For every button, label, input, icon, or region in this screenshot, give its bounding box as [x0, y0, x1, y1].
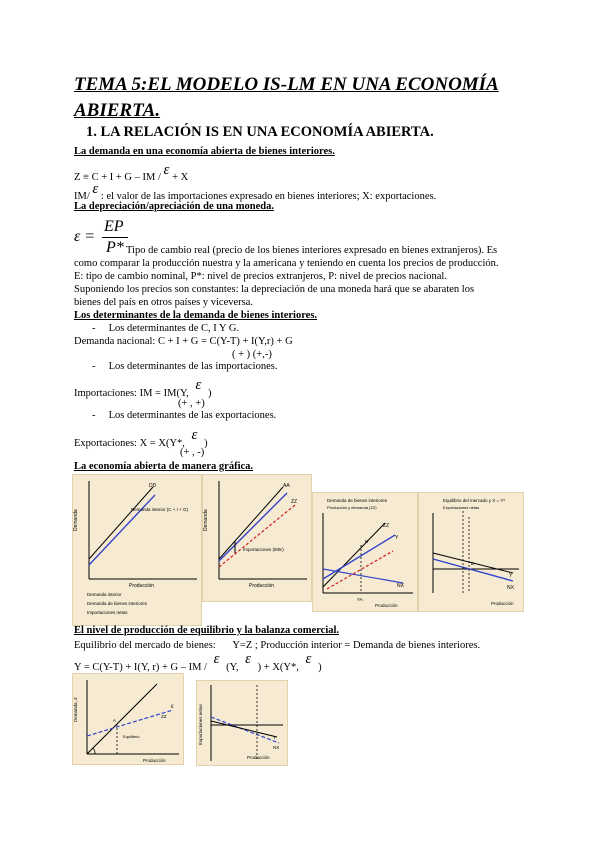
figure-trade-balance [196, 680, 288, 766]
fig3-xlabel: Producción [375, 603, 398, 608]
fig1-line-label: DD [149, 483, 157, 489]
determinants-item-2-text: Los determinantes de las importaciones. [108, 361, 278, 372]
figure-equilibrium-output [72, 673, 184, 765]
equilibrium-heading: El nivel de producción de equilibrio y la balanza comercial. [74, 625, 340, 636]
fig2-xlabel: Producción [249, 583, 275, 589]
figure-2-svg [203, 475, 311, 601]
fig3-label-zz: ZZ [383, 523, 390, 529]
exports-equation-left: Exportaciones: X = X(Y*, [74, 438, 185, 449]
graphic-heading: La economía abierta de manera gráfica. [74, 461, 254, 472]
fig2-label-zz: ZZ [291, 499, 298, 505]
equilibrium-eq-part-4: ) [318, 662, 322, 673]
figure-5-svg [73, 674, 183, 764]
fig4-label-y: Y [509, 573, 513, 579]
equilibrium-eq-part-2: (Y, [226, 662, 239, 673]
formula-bar [102, 237, 128, 238]
figure-zz-demand [312, 492, 418, 612]
figure-net-exports [418, 492, 524, 612]
determinants-heading: Los determinantes de la demanda de bienes interiores. [74, 310, 318, 321]
imports-equation-left: Importaciones: IM = IM(Y, [74, 388, 189, 399]
fig4-label-nx: NX [507, 585, 514, 591]
epsilon-symbol: ε [195, 377, 202, 393]
fig6-xlabel: Producción [247, 755, 270, 760]
goods-market-left: Equilibrio del mercado de bienes: [74, 640, 216, 651]
fig4-label-b: B [471, 561, 475, 566]
depreciation-line-5: bienes del país en otros países y viceversa. [74, 297, 254, 308]
fig5-label-eps: ε [171, 704, 174, 710]
fig5-ylabel: Demanda, Z [73, 697, 78, 722]
fig6-label-nx: NX [273, 745, 280, 750]
figure-3-svg [313, 493, 417, 611]
fig4-subtitle: Exportaciones netas [443, 505, 480, 510]
page-title-continued: ABIERTA. [74, 100, 161, 121]
figure-4-svg [419, 493, 523, 611]
exports-signs: (+ , -) [180, 447, 205, 458]
fig2-label-aa: AA [283, 483, 290, 489]
fig3-label-ya: YA [357, 597, 363, 602]
figure-import-effect [202, 474, 312, 602]
fig1-xlabel: Producción [129, 583, 155, 589]
determinants-item-3-text: Los determinantes de las exportaciones. [108, 410, 277, 421]
depreciation-line-1: Tipo de cambio real (precio de los bienes interiores expresado en bienes extranjeros). Es [126, 245, 498, 256]
epsilon-symbol: ε [92, 181, 99, 197]
fig3-label-nx: NX [397, 583, 404, 589]
fig5-label-a: A [113, 718, 117, 723]
epsilon-symbol: ε [191, 427, 198, 443]
fig3-title: Demanda de bienes interiores [327, 498, 388, 503]
goods-market-right: Y=Z ; Producción interior = Demanda de bienes interiores. [232, 640, 481, 651]
equilibrium-eq-part-3: ) + X(Y*, [257, 662, 299, 673]
fig6-ylabel: Exportaciones netas [198, 704, 203, 745]
depreciation-line-2: como comparar la producción nuestra y la americana y teniendo en cuenta los precios de producción. [74, 258, 499, 269]
fig1-note: Demanda interior (C + I + G) [131, 507, 189, 512]
demand-equation-left: Z ≡ C + I + G – IM / [74, 172, 161, 183]
page-title: TEMA 5:EL MODELO IS-LM EN UNA ECONOMÍA [74, 74, 499, 95]
formula-numerator: EP [104, 218, 124, 235]
fig2-note: Importaciones (IM/ε) [243, 547, 284, 552]
fig1-ylabel: Demanda [73, 509, 79, 531]
demand-heading: La demanda en una economía abierta de bienes interiores. [74, 146, 335, 157]
fig6-label-y: Y [273, 735, 277, 740]
im-definition-left: IM/ [74, 191, 90, 202]
fig3-subtitle: Producción y demanda (ZZ) [327, 505, 377, 510]
depreciation-heading: La depreciación/apreciación de una moneda. [74, 201, 274, 212]
im-definition-right: : el valor de las importaciones expresado en bienes interiores; X: exportaciones. [100, 191, 437, 202]
demand-equation-right: + X [172, 172, 189, 183]
goods-market-equilibrium [74, 640, 480, 651]
fig4-title: Equilibrio del mercado y X = Y* [443, 498, 506, 503]
fig5-label-zz: ZZ [161, 714, 167, 719]
fig2-ylabel: Demanda [203, 509, 209, 531]
epsilon-symbol: ε [245, 651, 252, 667]
epsilon-symbol: ε [213, 651, 220, 667]
exports-equation-right: ) [204, 438, 208, 449]
fig4-xlabel: Producción [491, 601, 514, 606]
formula-lhs: ε = [74, 228, 96, 245]
figure-1-svg [73, 475, 201, 625]
determinants-item-1-text: Los determinantes de C, I Y G. [108, 323, 240, 334]
fig1-legend-3: Importaciones netas [87, 610, 128, 615]
imports-signs: (+ , +) [178, 398, 205, 409]
figure-6-svg [197, 681, 287, 765]
fig1-legend-1: Demanda interior [87, 592, 122, 597]
determinants-item-2: - Los determinantes de las importaciones. [92, 361, 278, 372]
fig3-label-y: Y [395, 535, 399, 541]
figure-domestic-demand [72, 474, 202, 626]
epsilon-symbol: ε [305, 651, 312, 667]
fig1-legend-2: Demanda de bienes interiores [87, 601, 148, 606]
determinants-item-1: - Los determinantes de C, I Y G. [92, 323, 240, 334]
depreciation-line-3: E: tipo de cambio nominal, P*: nivel de precios extranjeros, P: nivel de precios nacional. [74, 271, 447, 282]
national-demand-signs: ( + ) (+,-) [232, 349, 272, 360]
equilibrium-eq-part-1: Y = C(Y-T) + I(Y, r) + G – IM / [74, 662, 207, 673]
fig3-label-b: B [365, 539, 369, 544]
fig5-xlabel: Producción [143, 758, 166, 763]
depreciation-line-4: Suponiendo los precios son constantes: la depreciación de una moneda hará que se abaraten los [74, 284, 475, 295]
formula-denominator: P* [106, 239, 124, 256]
epsilon-symbol: ε [163, 162, 170, 178]
national-demand: Demanda nacional: C + I + G = C(Y-T) + I(Y,r) + G [74, 336, 293, 347]
fig5-note: Equilibrio [123, 734, 140, 739]
section-heading: 1. LA RELACIÓN IS EN UNA ECONOMÍA ABIERTA. [86, 124, 434, 140]
imports-equation-right: ) [207, 388, 212, 399]
determinants-item-3: - Los determinantes de las exportaciones. [92, 410, 277, 421]
